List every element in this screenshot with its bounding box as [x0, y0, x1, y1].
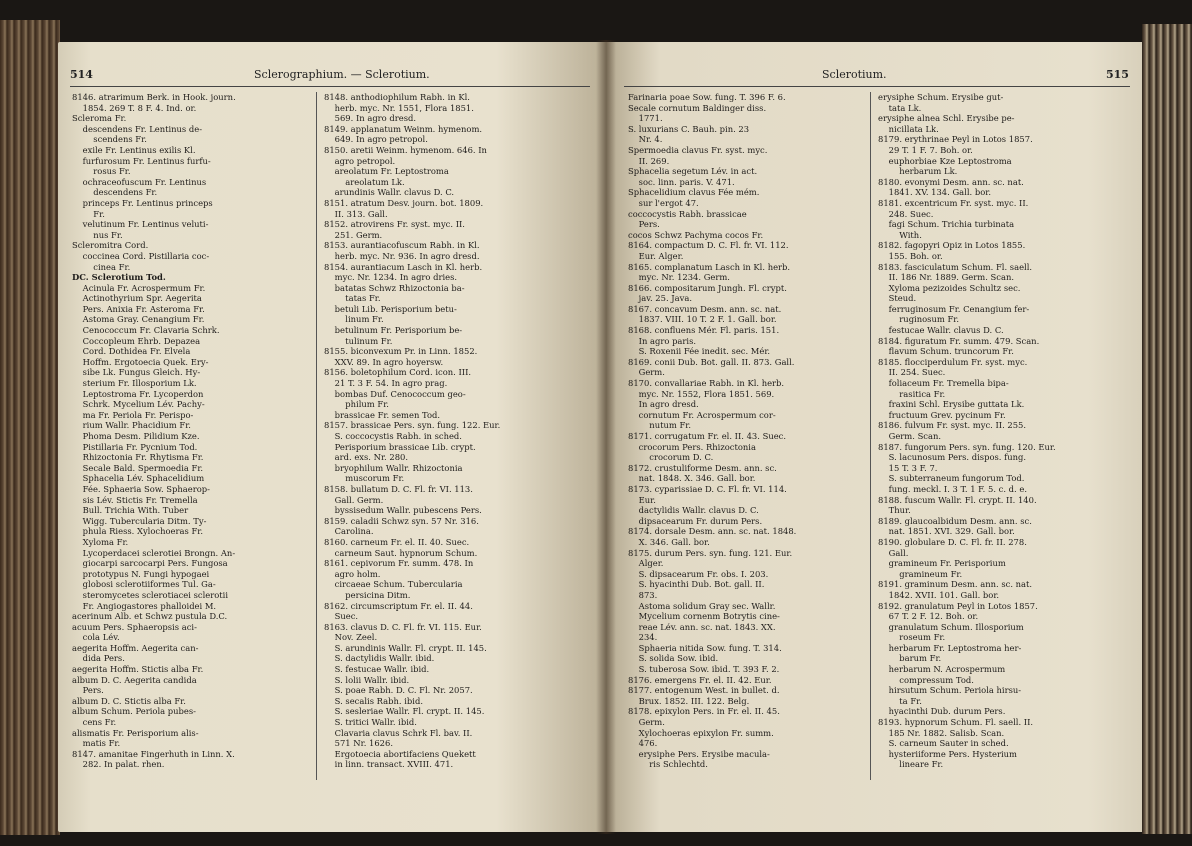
- entry-line: 8177. entogenum West. in bullet. d.: [628, 685, 780, 696]
- entry-line: Xyloma Fr.: [72, 536, 129, 547]
- entry-line: album D. C. Aegerita candida: [72, 674, 197, 685]
- entry-line: 1837. VIII. 10 T. 2 F. 1. Gall. bor.: [628, 314, 777, 325]
- entry-line: coccocystis Rabh. brassicae: [628, 208, 747, 219]
- entry-line: Rhizoctonia Fr. Rhytisma Fr.: [72, 452, 204, 463]
- entry-line: Germ.: [628, 717, 665, 728]
- entry-line: Xyloma pezizoides Schultz sec.: [878, 282, 1021, 293]
- entry-line: Farinaria poae Sow. fung. T. 396 F. 6.: [628, 92, 786, 102]
- entry-line: Cord. Dothidea Fr. Elvela: [72, 346, 191, 357]
- entry-line: 8152. atrovirens Fr. syst. myc. II.: [324, 219, 465, 230]
- entry-line: 8176. emergens Fr. el. II. 42. Eur.: [628, 674, 772, 685]
- entry-line: fraxini Schl. Erysibe guttata Lk.: [878, 399, 1025, 410]
- entry-line: Fr.: [72, 208, 105, 219]
- entry-line: alismatis Fr. Perisporium alis-: [72, 727, 199, 738]
- entry-line: 8187. fungorum Pers. syn. fung. 120. Eur.: [878, 441, 1056, 452]
- entry-line: Nr. 4.: [628, 134, 663, 145]
- entry-line: philum Fr.: [324, 399, 389, 410]
- entry-line: aegerita Hoffm. Aegerita can-: [72, 642, 199, 653]
- entry-line: Lycoperdacei sclerotiei Brongn. An-: [72, 547, 236, 558]
- entry-line: euphorbiae Kze Leptostroma: [878, 155, 1012, 166]
- entry-line: Scleromitra Cord.: [72, 240, 149, 251]
- entry-line: nat. 1851. XVI. 329. Gall. bor.: [878, 526, 1015, 537]
- entry-line: fructuum Grev. pycinum Fr.: [878, 409, 1006, 420]
- entry-line: 873.: [628, 589, 658, 600]
- entry-line: 15 T. 3 F. 7.: [878, 462, 938, 473]
- entry-line: 8167. concavum Desm. ann. sc. nat.: [628, 303, 782, 314]
- entry-line: II. 269.: [628, 155, 670, 166]
- entry-line: Eur.: [628, 494, 656, 505]
- entry-line: 8160. carneum Fr. el. II. 40. Suec.: [324, 536, 470, 547]
- entry-line: Pers. Anixia Fr. Asteroma Fr.: [72, 303, 205, 314]
- entry-line: ferruginosum Fr. Cenangium fer-: [878, 303, 1030, 314]
- entry-line: barum Fr.: [878, 653, 942, 664]
- entry-line: S. subterraneum fungorum Tod.: [878, 473, 1025, 484]
- entry-line: II. 313. Gall.: [324, 208, 388, 219]
- entry-line: dipsacearum Fr. durum Pers.: [628, 515, 763, 526]
- entry-line: granulatum Schum. Illosporium: [878, 621, 1024, 632]
- entry-line: areolatum Lk.: [324, 176, 405, 187]
- left-page-number: 514: [70, 68, 93, 81]
- book-edge-left: [0, 20, 60, 835]
- entry-line: 8181. excentricum Fr. syst. myc. II.: [878, 197, 1029, 208]
- entry-line: myc. Nr. 1234. In agro dries.: [324, 272, 458, 283]
- left-header-rule: [70, 86, 590, 87]
- entry-line: 1841. XV. 134. Gall. bor.: [878, 187, 991, 198]
- entry-line: Mycelium cornenm Botrytis cine-: [628, 611, 780, 622]
- entry-line: Pers.: [72, 685, 104, 696]
- entry-line: tatas Fr.: [324, 293, 381, 304]
- entry-line: S. dipsacearum Fr. obs. I. 203.: [628, 568, 769, 579]
- entry-line: acuum Pers. Sphaeropsis aci-: [72, 621, 197, 632]
- entry-line: 8193. hypnorum Schum. Fl. saell. II.: [878, 717, 1034, 728]
- entry-line: velutinum Fr. Lentinus veluti-: [72, 219, 209, 230]
- entry-line: herb. myc. Nr. 936. In agro dresd.: [324, 250, 480, 261]
- entry-line: 8153. aurantiacofuscum Rabh. in Kl.: [324, 240, 480, 251]
- entry-line: giocarpi sarcocarpi Pers. Fungosa: [72, 558, 228, 569]
- entry-line: sis Lév. Stictis Fr. Tremella: [72, 494, 198, 505]
- entry-line: sibe Lk. Fungus Gleich. Hy-: [72, 367, 201, 378]
- entry-line: dactylidis Wallr. clavus D. C.: [628, 505, 759, 516]
- entry-line: Coccopleum Ehrb. Depazea: [72, 335, 201, 346]
- entry-line: 8192. granulatum Peyl in Lotos 1857.: [878, 600, 1038, 611]
- entry-line: 1854. 269 T. 8 F. 4. Ind. or.: [72, 102, 197, 113]
- entry-line: gramineum Fr. Perisporium: [878, 558, 1006, 569]
- entry-line: 569. In agro dresd.: [324, 113, 417, 124]
- entry-line: 8175. durum Pers. syn. fung. 121. Eur.: [628, 547, 793, 558]
- entry-line: nutum Fr.: [628, 420, 692, 431]
- left-column-1: [72, 92, 304, 770]
- entry-line: 8189. glaucoalbidum Desm. ann. sc.: [878, 515, 1032, 526]
- entry-line: In agro paris.: [628, 335, 697, 346]
- entry-line: festucae Wallr. clavus D. C.: [878, 325, 1004, 336]
- entry-line: S. Roxenii Fée inedit. sec. Mér.: [628, 346, 771, 357]
- entry-line: 8179. erythrinae Peyl in Lotos 1857.: [878, 134, 1033, 145]
- entry-line: cinea Fr.: [72, 261, 131, 272]
- entry-line: tulinum Fr.: [324, 335, 393, 346]
- entry-line: Nov. Zeel.: [324, 632, 378, 643]
- left-page: [58, 42, 606, 832]
- entry-line: acerinum Alb. et Schwz pustula D.C.: [72, 611, 228, 622]
- entry-line: tata Lk.: [878, 102, 922, 113]
- entry-line: cocos Schwz Pachyma cocos Fr.: [628, 229, 764, 240]
- entry-line: 67 T. 2 F. 12. Boh. or.: [878, 611, 979, 622]
- entry-line: flavum Schum. truncorum Fr.: [878, 346, 1014, 357]
- entry-line: Xylochoeras epixylon Fr. summ.: [628, 727, 774, 738]
- entry-line: herbarum N. Acrospermum: [878, 664, 1006, 675]
- entry-line: 8162. circumscriptum Fr. el. II. 44.: [324, 600, 473, 611]
- entry-line: 476.: [628, 738, 658, 749]
- entry-line: Carolina.: [324, 526, 374, 537]
- entry-line: S. tritici Wallr. ibid.: [324, 717, 417, 728]
- right-page: [606, 42, 1142, 832]
- entry-line: herb. myc. Nr. 1551, Flora 1851.: [324, 102, 474, 113]
- entry-line: S. festucae Wallr. ibid.: [324, 664, 430, 675]
- entry-line: 649. In agro petropol.: [324, 134, 428, 145]
- entry-line: Scleroma Fr.: [72, 113, 127, 124]
- entry-line: X. 346. Gall. bor.: [628, 536, 710, 547]
- entry-line: byssisedum Wallr. pubescens Pers.: [324, 505, 482, 516]
- entry-line: 8185. flocciperdulum Fr. syst. myc.: [878, 356, 1028, 367]
- entry-line: Pistillaria Fr. Pycnium Tod.: [72, 441, 198, 452]
- entry-line: dida Pers.: [72, 653, 125, 664]
- entry-line: sterium Fr. Illosporium Lk.: [72, 378, 197, 389]
- entry-line: 8183. fasciculatum Schum. Fl. saell.: [878, 261, 1033, 272]
- entry-line: crocorum D. C.: [628, 452, 714, 463]
- entry-line: 8146. atrarimum Berk. in Hook. journ.: [72, 92, 236, 102]
- entry-line: matis Fr.: [72, 738, 121, 749]
- left-column-2: [324, 92, 556, 770]
- entry-line: Schrk. Mycelium Lév. Pachy-: [72, 399, 205, 410]
- entry-line: brassicae Fr. semen Tod.: [324, 409, 441, 420]
- entry-line: Sphacelidium clavus Fée mém.: [628, 187, 760, 198]
- entry-line: 8161. cepivorum Fr. summ. 478. In: [324, 558, 474, 569]
- entry-line: 1842. XVII. 101. Gall. bor.: [878, 589, 1000, 600]
- entry-line: agro holm.: [324, 568, 381, 579]
- entry-line: rium Wallr. Phacidium Fr.: [72, 420, 191, 431]
- book-gutter: [596, 40, 616, 834]
- entry-line: 1771.: [628, 113, 663, 124]
- entry-line: roseum Fr.: [878, 632, 946, 643]
- entry-line: bryophilum Wallr. Rhizoctonia: [324, 462, 463, 473]
- entry-line: In agro dresd.: [628, 399, 699, 410]
- entry-line: in linn. transact. XVIII. 471.: [324, 759, 454, 770]
- entry-line: coccinea Cord. Pistillaria coc-: [72, 250, 210, 261]
- entry-line: 8157. brassicae Pers. syn. fung. 122. Eur.: [324, 420, 501, 431]
- entry-line: gramineum Fr.: [878, 568, 963, 579]
- entry-line: 8159. caladii Schwz syn. 57 Nr. 316.: [324, 515, 479, 526]
- entry-line: 8148. anthodiophilum Rabh. in Kl.: [324, 92, 470, 102]
- entry-line: globosi sclerotiiformes Tul. Ga-: [72, 579, 216, 590]
- entry-line: S. luxurians C. Bauh. pin. 23: [628, 123, 750, 134]
- entry-line: ruginosum Fr.: [878, 314, 960, 325]
- entry-line: myc. Nr. 1552, Flora 1851. 569.: [628, 388, 775, 399]
- entry-line: 8178. epixylon Pers. in Fr. el. II. 45.: [628, 706, 780, 717]
- entry-line: S. sesleriae Wallr. Fl. crypt. II. 145.: [324, 706, 485, 717]
- entry-line: 8151. atratum Desv. journ. bot. 1809.: [324, 197, 484, 208]
- entry-line: 8169. conii Dub. Bot. gall. II. 873. Gall.: [628, 356, 795, 367]
- entry-line: Gall.: [878, 547, 909, 558]
- entry-line: S. hyacinthi Dub. Bot. gall. II.: [628, 579, 765, 590]
- entry-line: Alger.: [628, 558, 664, 569]
- entry-line: Sphacelia segetum Lév. in act.: [628, 166, 758, 177]
- entry-line: Thur.: [878, 505, 911, 516]
- entry-line: 8182. fagopyri Opiz in Lotos 1855.: [878, 240, 1026, 251]
- entry-line: S. lolii Wallr. ibid.: [324, 674, 410, 685]
- entry-line: 21 T. 3 F. 54. In agro prag.: [324, 378, 448, 389]
- entry-line: 8158. bullatum D. C. Fl. fr. VI. 113.: [324, 483, 473, 494]
- entry-line: Gall. Germ.: [324, 494, 384, 505]
- entry-line: 29 T. 1 F. 7. Boh. or.: [878, 144, 973, 155]
- entry-line: herbarum Lk.: [878, 166, 958, 177]
- entry-line: Germ.: [628, 367, 665, 378]
- entry-line: 8188. fuscum Wallr. Fl. crypt. II. 140.: [878, 494, 1037, 505]
- entry-line: princeps Fr. Lentinus princeps: [72, 197, 213, 208]
- entry-line: myc. Nr. 1234. Germ.: [628, 272, 730, 283]
- entry-line: 8147. amanitae Fingerhuth in Linn. X.: [72, 748, 235, 759]
- entry-line: persicina Ditm.: [324, 589, 411, 600]
- entry-line: Actinothyrium Spr. Aegerita: [72, 293, 202, 304]
- entry-line: 571 Nr. 1626.: [324, 738, 394, 749]
- entry-line: linum Fr.: [324, 314, 384, 325]
- entry-line: erysiphe Pers. Erysibe macula-: [628, 748, 770, 759]
- entry-line: Eur. Alger.: [628, 250, 684, 261]
- entry-line: Germ. Scan.: [878, 431, 942, 441]
- entry-line: erysiphe alnea Schl. Erysibe pe-: [878, 113, 1015, 124]
- entry-line: 8171. corrugatum Fr. el. II. 43. Suec.: [628, 431, 787, 441]
- entry-line: 251. Germ.: [324, 229, 383, 240]
- entry-line: 8168. confluens Mér. Fl. paris. 151.: [628, 325, 780, 336]
- entry-line: Leptostroma Fr. Lycoperdon: [72, 388, 204, 399]
- entry-line: cola Lév.: [72, 632, 120, 643]
- entry-line: descendens Fr.: [72, 187, 158, 198]
- entry-line: Fée. Sphaeria Sow. Sphaerop-: [72, 483, 210, 494]
- entry-line: Fr. Angiogastores phalloidei M.: [72, 600, 217, 611]
- entry-line: nicillata Lk.: [878, 123, 939, 134]
- entry-line: 8190. globulare D. C. Fl. fr. II. 278.: [878, 536, 1027, 547]
- entry-line: ochraceofuscum Fr. Lentinus: [72, 176, 207, 187]
- right-header-rule: [624, 86, 1130, 87]
- entry-line: 8174. dorsale Desm. ann. sc. nat. 1848.: [628, 526, 797, 537]
- entry-line: furfurosum Fr. Lentinus furfu-: [72, 155, 211, 166]
- entry-line: 8165. complanatum Lasch in Kl. herb.: [628, 261, 791, 272]
- entry-line: aegerita Hoffm. Stictis alba Fr.: [72, 664, 204, 675]
- entry-line: Secale cornutum Baldinger diss.: [628, 102, 767, 113]
- entry-line: fung. meckl. I. 3 T. 1 F. 5. c. d. e.: [878, 483, 1027, 494]
- entry-line: arundinis Wallr. clavus D. C.: [324, 187, 455, 198]
- entry-line: herbarum Fr. Leptostroma her-: [878, 642, 1022, 653]
- entry-line: S. tuberosa Sow. ibid. T. 393 F. 2.: [628, 664, 780, 675]
- entry-line: Cenococcum Fr. Clavaria Schrk.: [72, 325, 220, 336]
- book-edge-right: [1142, 24, 1192, 834]
- entry-line: S. solida Sow. ibid.: [628, 653, 719, 664]
- entry-line: circaeae Schum. Tubercularia: [324, 579, 463, 590]
- entry-line: crocorum Pers. Rhizoctonia: [628, 441, 756, 452]
- entry-line: lineare Fr.: [878, 759, 944, 770]
- entry-line: S. poae Rabh. D. C. Fl. Nr. 2057.: [324, 685, 473, 696]
- entry-line: Sphaeria nitida Sow. fung. T. 314.: [628, 642, 782, 653]
- entry-line: betuli Lib. Perisporium betu-: [324, 303, 457, 314]
- entry-line: DC. Sclerotium Tod.: [72, 272, 166, 283]
- entry-line: batatas Schwz Rhizoctonia ba-: [324, 282, 465, 293]
- entry-line: Hoffm. Ergotoecia Quek. Ery-: [72, 356, 209, 367]
- entry-line: 155. Boh. or.: [878, 250, 943, 261]
- entry-line: prototypus N. Fungi hypogaei: [72, 568, 210, 579]
- entry-line: Astoma Gray. Cenangium Fr.: [72, 314, 205, 325]
- entry-line: Acinula Fr. Acrospermum Fr.: [72, 282, 206, 293]
- entry-line: nat. 1848. X. 346. Gall. bor.: [628, 473, 756, 484]
- entry-line: reae Lév. ann. sc. nat. 1843. XX.: [628, 621, 776, 632]
- entry-line: erysiphe Schum. Erysibe gut-: [878, 92, 1004, 102]
- entry-line: S. dactylidis Wallr. ibid.: [324, 653, 435, 664]
- right-running-title: Sclerotium.: [822, 68, 887, 81]
- entry-line: ris Schlechtd.: [628, 759, 708, 770]
- entry-line: Clavaria clavus Schrk Fl. bav. II.: [324, 727, 473, 738]
- entry-line: Ergotoecia abortifaciens Quekett: [324, 748, 476, 759]
- entry-line: II. 186 Nr. 1889. Germ. Scan.: [878, 272, 1015, 283]
- entry-line: betulinum Fr. Perisporium be-: [324, 325, 463, 336]
- entry-line: fagi Schum. Trichia turbinata: [878, 219, 1015, 230]
- entry-line: hysteriiforme Pers. Hysterium: [878, 748, 1017, 759]
- entry-line: jav. 25. Java.: [628, 293, 693, 304]
- entry-line: scendens Fr.: [72, 134, 147, 145]
- entry-line: Wigg. Tubercularia Ditm. Ty-: [72, 515, 207, 526]
- entry-line: 8164. compactum D. C. Fl. fr. VI. 112.: [628, 240, 789, 251]
- entry-line: hyacinthi Dub. durum Pers.: [878, 706, 1006, 717]
- entry-line: 8166. compositarum Jungh. Fl. crypt.: [628, 282, 787, 293]
- entry-line: 8172. crustuliforme Desm. ann. sc.: [628, 462, 777, 473]
- right-column-divider: [870, 92, 871, 780]
- entry-line: With.: [878, 229, 922, 240]
- entry-line: 8156. boletophilum Cord. icon. III.: [324, 367, 472, 378]
- entry-line: Astoma solidum Gray sec. Wallr.: [628, 600, 776, 611]
- entry-line: 8163. clavus D. C. Fl. fr. VI. 115. Eur.: [324, 621, 482, 632]
- entry-line: album Schum. Periola pubes-: [72, 706, 196, 717]
- entry-line: 8184. figuratum Fr. summ. 479. Scan.: [878, 335, 1040, 346]
- entry-line: phula Riess. Xylochoeras Fr.: [72, 526, 204, 537]
- entry-line: Spermoedia clavus Fr. syst. myc.: [628, 144, 768, 155]
- entry-line: descendens Fr. Lentinus de-: [72, 123, 203, 134]
- entry-line: exile Fr. Lentinus exilis Kl.: [72, 144, 196, 155]
- entry-line: Perisporium brassicae Lib. crypt.: [324, 441, 476, 452]
- left-column-divider: [316, 92, 317, 780]
- entry-line: compressum Tod.: [878, 674, 974, 685]
- entry-line: Phoma Desm. Pilidium Kze.: [72, 431, 200, 441]
- right-page-number: 515: [1106, 68, 1129, 81]
- entry-line: agro petropol.: [324, 155, 396, 166]
- entry-line: 282. In palat. rhen.: [72, 759, 165, 770]
- entry-line: bombas Duf. Cenococcum geo-: [324, 388, 466, 399]
- entry-line: cens Fr.: [72, 717, 117, 728]
- entry-line: ard. exs. Nr. 280.: [324, 452, 409, 463]
- right-column-1: [628, 92, 860, 770]
- entry-line: Suec.: [324, 611, 359, 622]
- entry-line: foliaceum Fr. Tremella bipa-: [878, 378, 1009, 389]
- entry-line: Brux. 1852. III. 122. Belg.: [628, 695, 750, 706]
- entry-line: sur l'ergot 47.: [628, 197, 699, 208]
- entry-line: 8150. aretii Weinm. hymenom. 646. In: [324, 144, 487, 155]
- entry-line: ta Fr.: [878, 695, 922, 706]
- entry-line: II. 254. Suec.: [878, 367, 946, 378]
- entry-line: 8170. convallariae Rabh. in Kl. herb.: [628, 378, 785, 389]
- entry-line: 8149. applanatum Weinm. hymenom.: [324, 123, 483, 134]
- entry-line: 234.: [628, 632, 658, 643]
- entry-line: rosus Fr.: [72, 166, 131, 177]
- left-running-title: Sclerographium. — Sclerotium.: [254, 68, 430, 81]
- entry-line: Sphacelia Lév. Sphacelidium: [72, 473, 205, 484]
- entry-line: Secale Bald. Spermoedia Fr.: [72, 462, 204, 473]
- right-column-2: [878, 92, 1110, 770]
- entry-line: 185 Nr. 1882. Salisb. Scan.: [878, 727, 1005, 738]
- entry-line: album D. C. Stictis alba Fr.: [72, 695, 186, 706]
- entry-line: 8191. graminum Desm. ann. sc. nat.: [878, 579, 1033, 590]
- entry-line: nus Fr.: [72, 229, 123, 240]
- entry-line: carneum Saut. hypnorum Schum.: [324, 547, 478, 558]
- entry-line: S. carneum Sauter in sched.: [878, 738, 1009, 749]
- entry-line: 248. Suec.: [878, 208, 934, 219]
- entry-line: cornutum Fr. Acrospermum cor-: [628, 409, 776, 420]
- entry-line: hirsutum Schum. Periola hirsu-: [878, 685, 1022, 696]
- entry-line: S. coccocystis Rabh. in sched.: [324, 431, 462, 441]
- entry-line: XXV. 89. In agro hoyersw.: [324, 356, 444, 367]
- entry-line: 8186. fulvum Fr. syst. myc. II. 255.: [878, 420, 1027, 431]
- entry-line: 8154. aurantiacum Lasch in Kl. herb.: [324, 261, 483, 272]
- entry-line: Pers.: [628, 219, 660, 230]
- entry-line: soc. linn. paris. V. 471.: [628, 176, 735, 187]
- entry-line: 8155. biconvexum Pr. in Linn. 1852.: [324, 346, 478, 357]
- entry-line: ma Fr. Periola Fr. Perispo-: [72, 409, 194, 420]
- entry-line: rasitica Fr.: [878, 388, 946, 399]
- entry-line: areolatum Fr. Leptostroma: [324, 166, 449, 177]
- entry-line: 8180. evonymi Desm. ann. sc. nat.: [878, 176, 1024, 187]
- entry-line: 8173. cyparissiae D. C. Fl. fr. VI. 114.: [628, 483, 787, 494]
- entry-line: S. lacunosum Pers. dispos. fung.: [878, 452, 1027, 463]
- entry-line: S. secalis Rabh. ibid.: [324, 695, 423, 706]
- entry-line: Steud.: [878, 293, 917, 304]
- entry-line: Bull. Trichia With. Tuber: [72, 505, 189, 516]
- entry-line: muscorum Fr.: [324, 473, 405, 484]
- entry-line: S. arundinis Wallr. Fl. crypt. II. 145.: [324, 642, 487, 653]
- entry-line: steromycetes sclerotiacei sclerotii: [72, 589, 229, 600]
